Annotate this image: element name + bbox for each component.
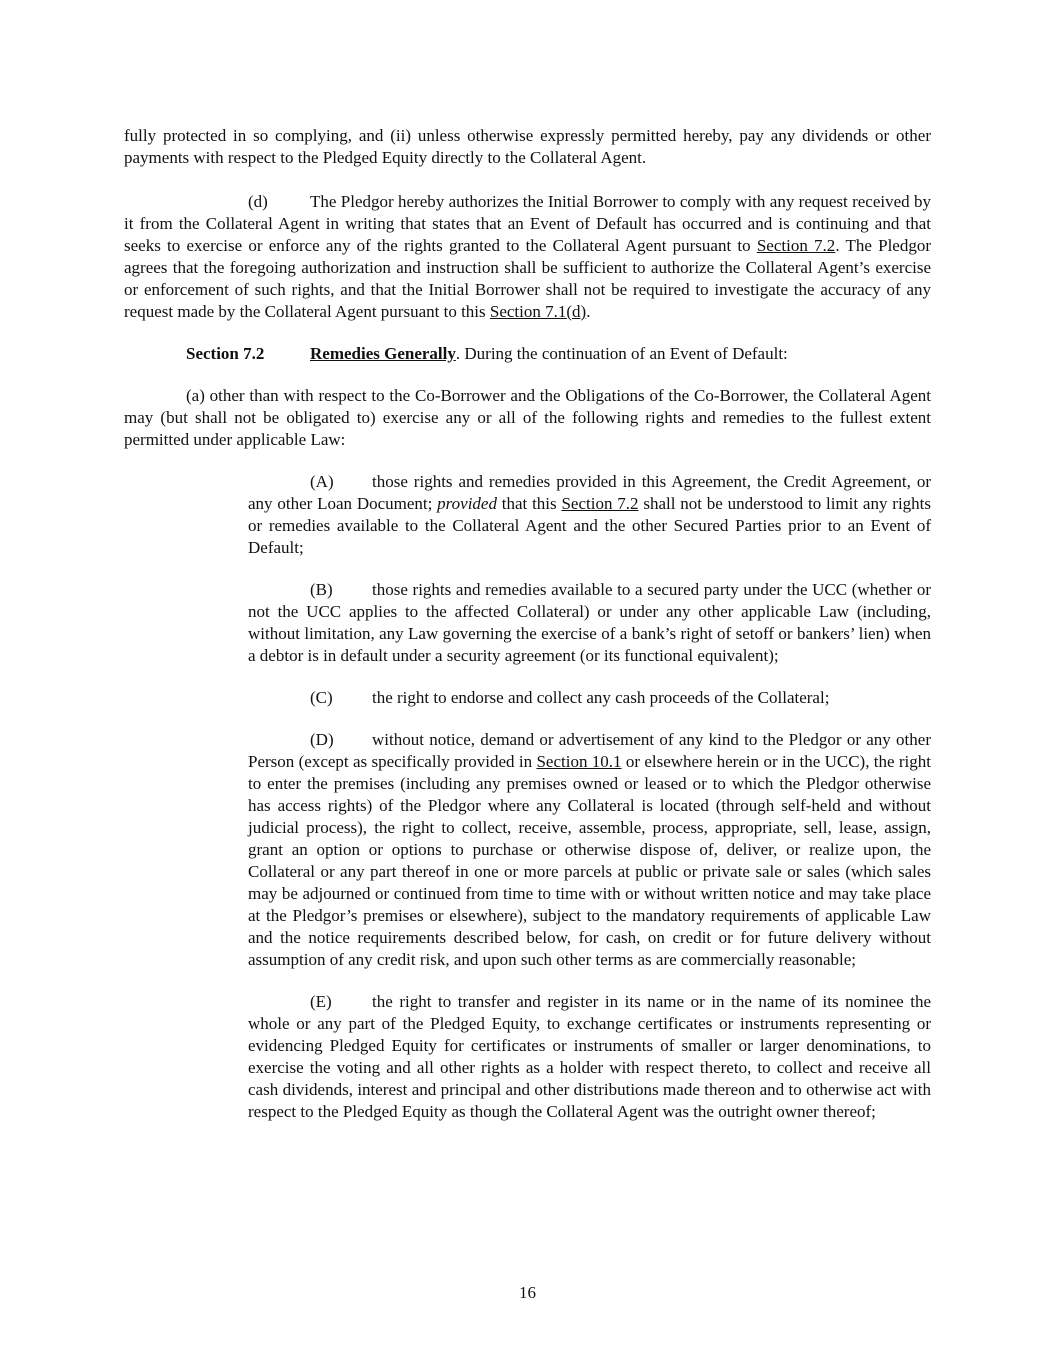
list-item-text: shall not be understood to limit any rights or remedies available to the Collateral Agent and the other Secured Parties prior to an Event of Default; [248, 494, 932, 557]
list-item-A [248, 471, 931, 559]
paragraph-text: (a) other than with respect to the Co-Borrower and the Obligations of the Co-Borrower, the Collateral Agent may (but shall not be obligated to) exercise any or all of the following rights and remedies to the fullest extent permitted under applicable Law: [124, 386, 931, 449]
section-heading [124, 343, 931, 365]
document-page [124, 125, 931, 1123]
paragraph-d [124, 191, 931, 323]
paragraph-text: . The Pledgor agrees that the foregoing authorization and instruction shall be sufficient to authorize the Collateral Agent’s exercise or enforcement of such rights, and that the Initial Borrower shall not be required to investigate the accuracy of any request made by the Collateral Agent pursuant to this [124, 236, 931, 321]
paragraph-a [124, 385, 931, 451]
section-number: Section 7.2 [186, 344, 265, 363]
list-item-text: the right to endorse and collect any cash proceeds of the Collateral; [372, 688, 830, 707]
list-item-C [248, 687, 931, 709]
list-item-label: (E) [310, 992, 332, 1011]
list-item-emphasis: provided [437, 494, 497, 513]
section-title: Remedies Generally [310, 344, 456, 363]
paragraph-c-continuation [124, 125, 931, 169]
section-intro-text: . During the continuation of an Event of Default: [455, 344, 788, 363]
paragraph-text: The Pledgor hereby authorizes the Initial Borrower to comply with any request received by it from the Collateral Agent in writing that states that an Event of Default has occurred and is continuing and that seeks to exercise or enforce any of the rights granted to the Collateral Agent pursuant to [124, 192, 931, 255]
page-number: 16 [519, 1283, 536, 1302]
section-reference-link[interactable]: Section 7.2 [756, 236, 836, 255]
paragraph-text: . [586, 302, 591, 321]
paragraph-label: (d) [248, 192, 268, 211]
list-item-label: (A) [310, 472, 334, 491]
list-item-text: that this [496, 494, 562, 513]
section-reference-link[interactable]: Section 7.1(d) [489, 302, 587, 321]
list-item-D [248, 729, 931, 971]
section-reference-link[interactable]: Section 7.2 [561, 494, 639, 513]
paragraph-text: fully protected in so complying, and (ii) unless otherwise expressly permitted hereby, pay any dividends or other payments with respect to the Pledged Equity directly to the Collateral Agent. [124, 126, 931, 167]
section-reference-link[interactable]: Section 10.1 [536, 752, 622, 771]
list-item-E [248, 991, 931, 1123]
list-item-label: (C) [310, 688, 333, 707]
list-item-text: the right to transfer and register in its name or in the name of its nominee the whole or any part of the Pledged Equity, to exchange certificates or instruments representing or evidencing Pledged Equity for certificates or instruments of smaller or larger denominations, to exercise the voting and all other rights as a holder with respect thereto, to collect and receive all cash dividends, interest and principal and other distributions made thereon and to otherwise act with respect to the Pledged Equity as though the Collateral Agent was the outright owner thereof; [248, 992, 931, 1121]
list-item-B [248, 579, 931, 667]
list-item-label: (B) [310, 580, 333, 599]
list-item-text: those rights and remedies provided in this Agreement, the Credit Agreement, or any other Loan Document; [248, 472, 931, 513]
list-item-text: those rights and remedies available to a secured party under the UCC (whether or not the UCC applies to the affected Collateral) or under any other applicable Law (including, without limitation, any Law governing the exercise of a bank’s right of setoff or bankers’ lien) when a debtor is in default under a security agreement (or its functional equivalent); [248, 580, 931, 665]
list-item-label: (D) [310, 730, 334, 749]
list-item-text: or elsewhere herein or in the UCC), the right to enter the premises (including any premises owned or leased or to which the Pledgor otherwise has access rights) of the Pledgor where any Collateral is located (through self-held and without judicial process), the right to collect, receive, assemble, process, appropriate, sell, lease, assign, grant an option or options to purchase or otherwise dispose of, deliver, or realize upon, the Collateral or any part thereof in one or more parcels at public or private sale or sales (which sales may be adjourned or continued from time to time with or without written notice and may take place at the Pledgor’s premises or elsewhere), subject to the mandatory requirements of applicable Law and the notice requirements described below, for cash, on credit or for future delivery without assumption of any credit risk, and upon such other terms as are commercially reasonable; [248, 752, 931, 969]
list-item-text: without notice, demand or advertisement of any kind to the Pledgor or any other Person (except as specifically provided in [248, 730, 931, 771]
